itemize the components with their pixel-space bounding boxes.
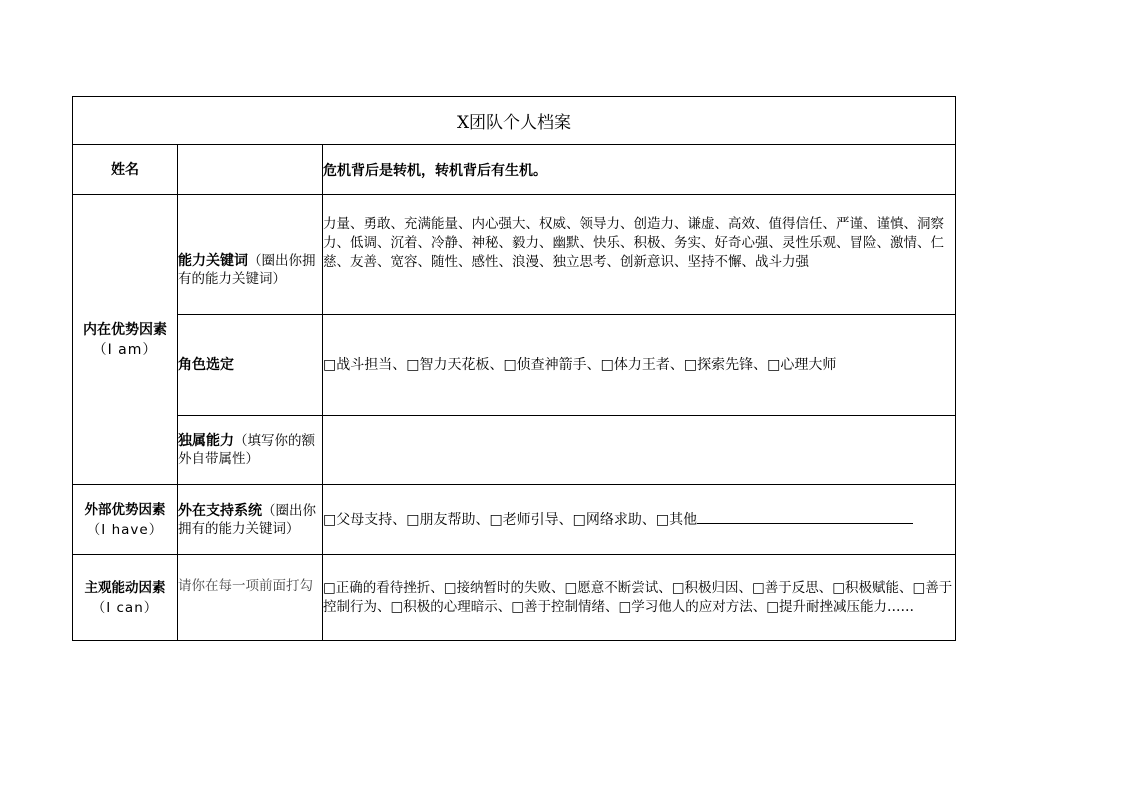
active-factor-subtitle: （I can） bbox=[91, 599, 159, 616]
profile-table bbox=[72, 96, 956, 641]
support-options-cell[interactable] bbox=[323, 485, 956, 555]
active-instruction: 请你在每一项前面打勾 bbox=[178, 555, 323, 641]
keywords-list[interactable]: 力量、勇敢、充满能量、内心强大、权威、领导力、创造力、谦虚、高效、值得信任、严谨、谨慎、洞察力、低调、沉着、冷静、神秘、毅力、幽默、快乐、积极、务实、好奇心强、灵性乐观、冒险、激情、仁慈、友善、宽容、随性、感性、浪漫、独立思考、创新意识、坚持不懈、战斗力强 bbox=[323, 195, 956, 315]
role-label bbox=[178, 315, 323, 416]
support-options[interactable]: □父母支持、□朋友帮助、□老师引导、□网络求助、□其他 bbox=[323, 512, 698, 528]
name-label: 姓名 bbox=[73, 145, 178, 195]
outer-factor-subtitle: （I have） bbox=[86, 521, 164, 538]
exclusive-ability-input[interactable] bbox=[323, 416, 956, 485]
name-input-cell[interactable] bbox=[178, 145, 323, 195]
inner-factor-subtitle: （I am） bbox=[92, 341, 158, 358]
document-title: X团队个人档案 bbox=[73, 97, 956, 145]
inner-factor-header bbox=[73, 195, 178, 485]
active-factor-title: 主观能动因素 bbox=[84, 579, 166, 596]
support-system-label-note: （圈出你拥有的能力关键词） bbox=[178, 502, 316, 537]
exclusive-ability-label-note: （填写你的额外自带属性） bbox=[178, 433, 315, 467]
role-options[interactable]: □战斗担当、□智力天花板、□侦查神箭手、□体力王者、□探索先锋、□心理大师 bbox=[323, 315, 956, 416]
support-system-label bbox=[178, 485, 323, 555]
support-system-label-bold: 外在支持系统 bbox=[178, 502, 262, 519]
inner-factor-title: 内在优势因素 bbox=[83, 321, 167, 338]
keywords-label-note: （圈出你拥有的能力关键词） bbox=[178, 252, 316, 287]
outer-factor-title: 外部优势因素 bbox=[84, 501, 166, 518]
active-factor-header bbox=[73, 555, 178, 641]
motto-text: 危机背后是转机，转机背后有生机。 bbox=[323, 145, 956, 195]
role-label-bold: 角色选定 bbox=[178, 357, 234, 373]
outer-factor-header bbox=[73, 485, 178, 555]
exclusive-ability-label bbox=[178, 416, 323, 485]
active-options[interactable]: □正确的看待挫折、□接纳暂时的失败、□愿意不断尝试、□积极归因、□善于反思、□积极赋能、□善于控制行为、□积极的心理暗示、□善于控制情绪、□学习他人的应对方法、□提升耐挫减压能力…… bbox=[323, 555, 956, 641]
keywords-label-bold: 能力关键词 bbox=[178, 252, 248, 269]
keywords-label bbox=[178, 195, 323, 315]
other-blank-line[interactable] bbox=[697, 509, 913, 524]
exclusive-ability-label-bold: 独属能力 bbox=[178, 433, 234, 449]
